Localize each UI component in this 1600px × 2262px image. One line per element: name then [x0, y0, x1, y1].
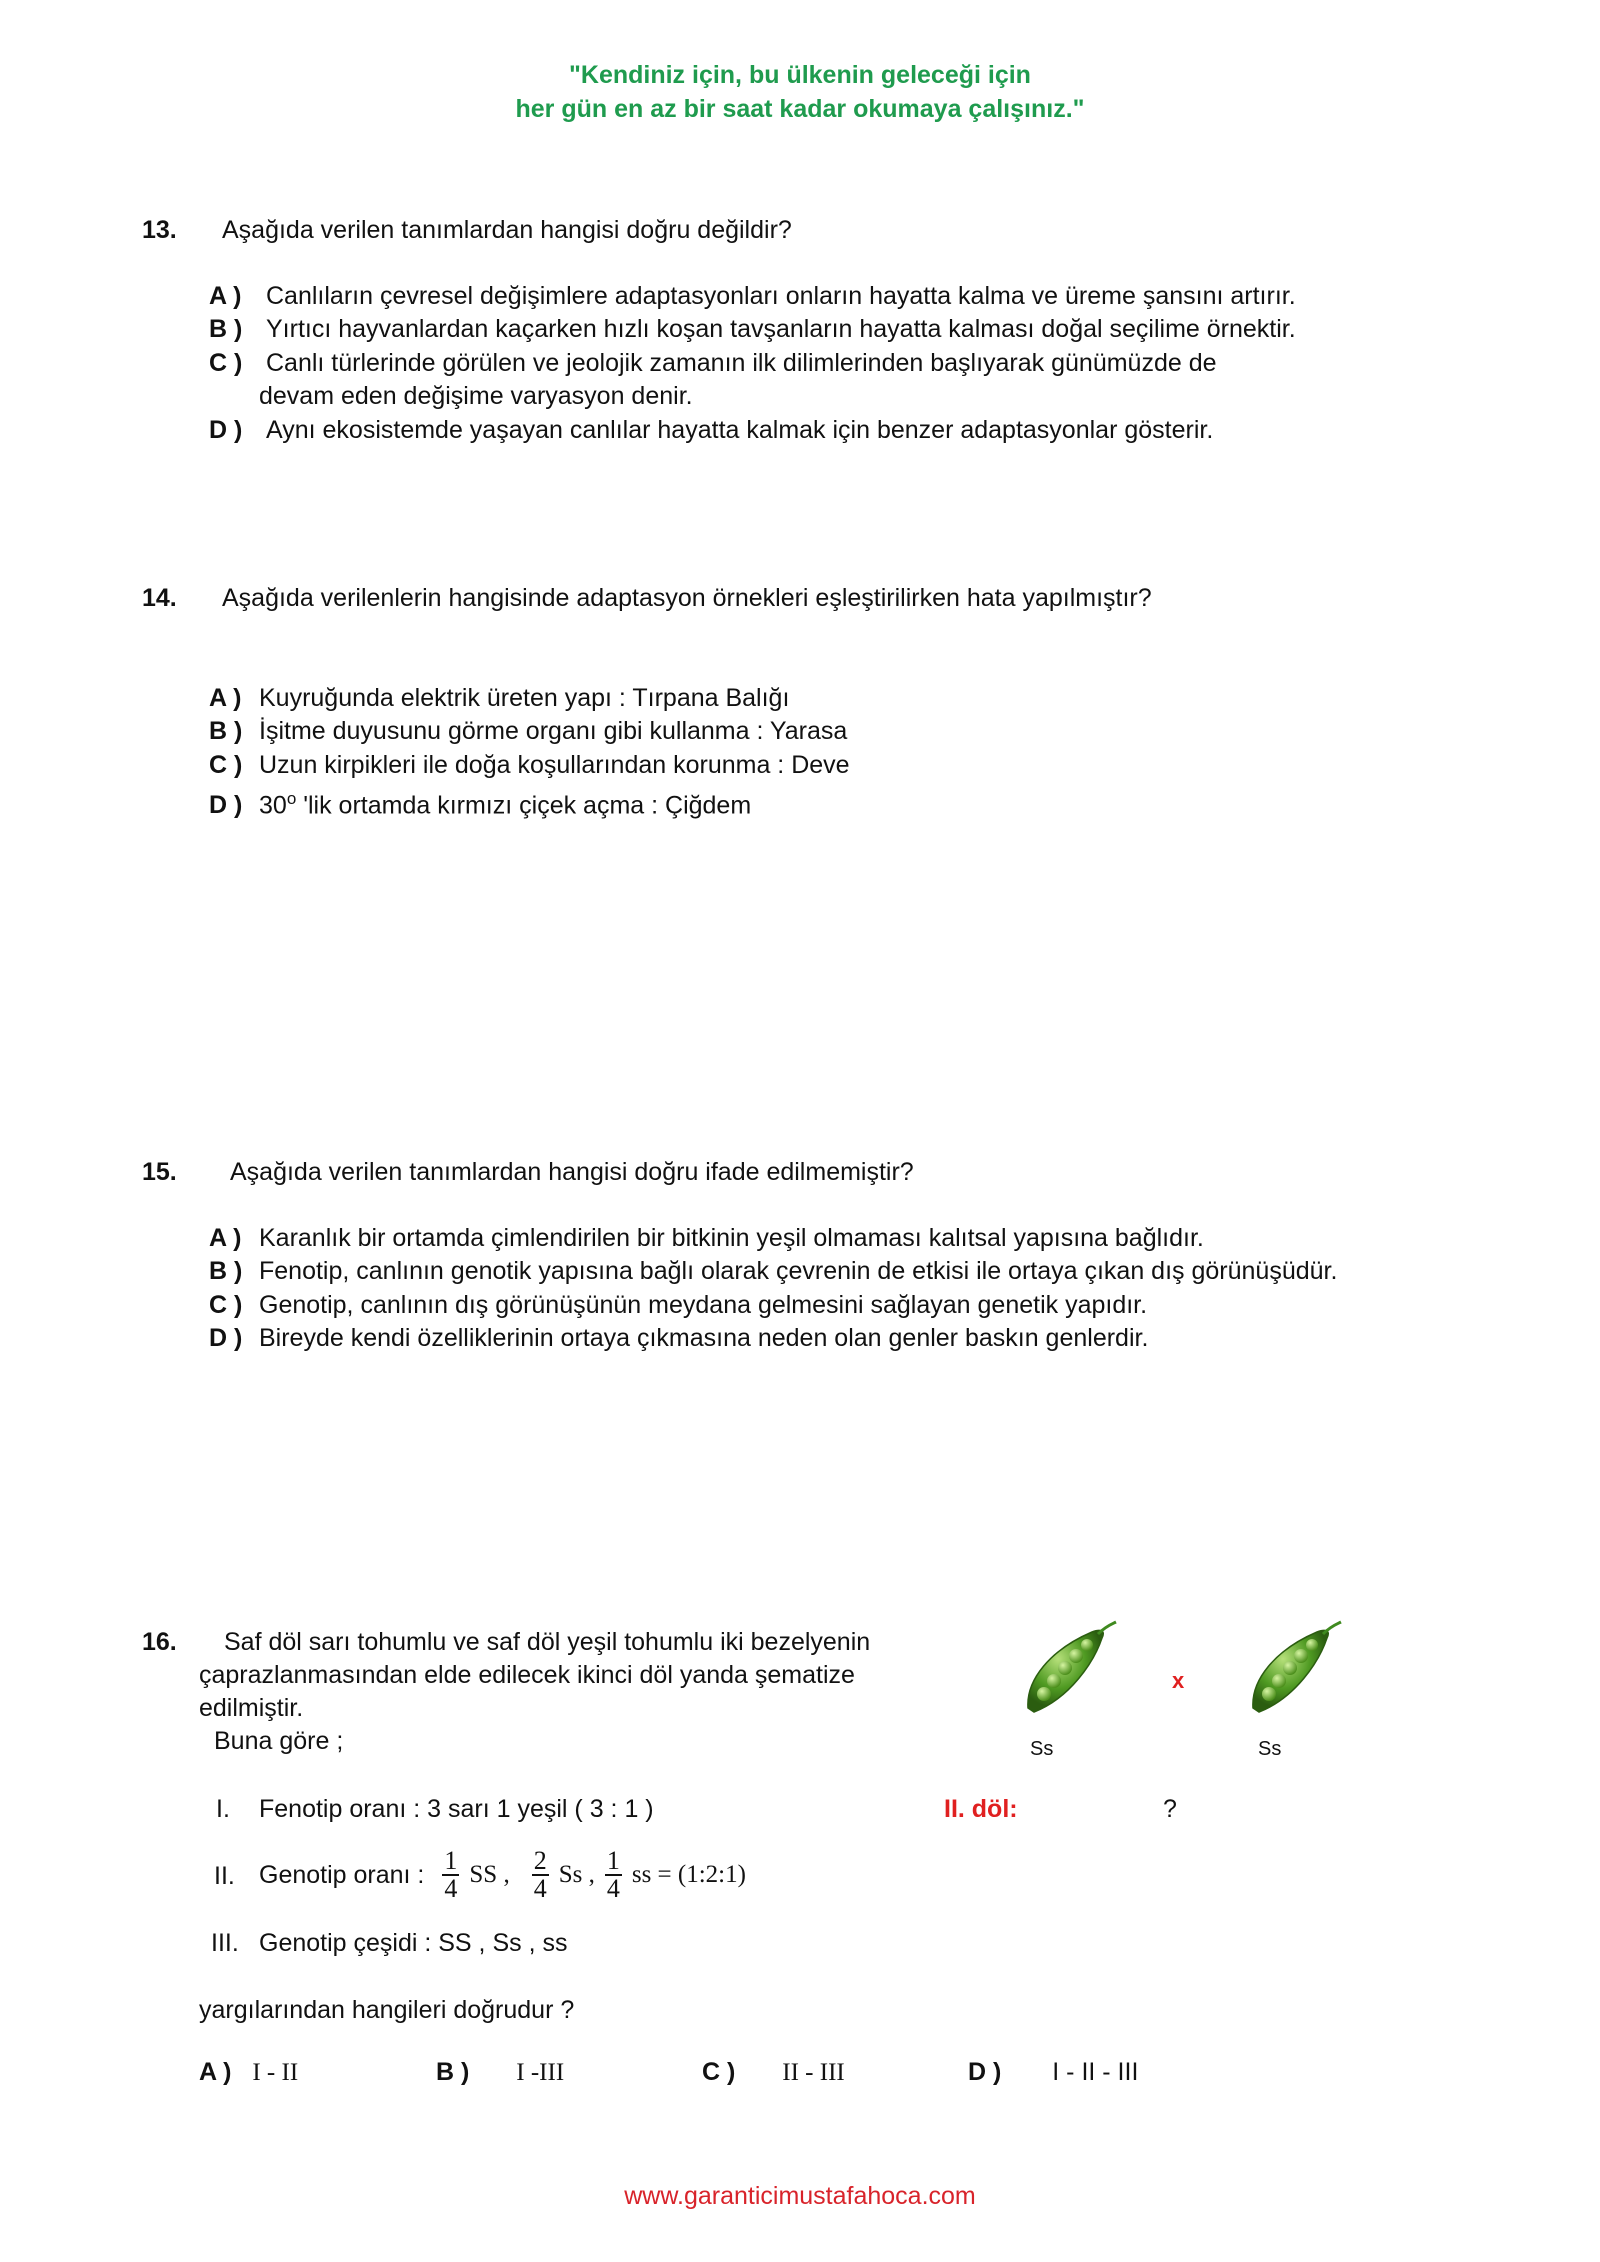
- answer-text: I - II - III: [1052, 2058, 1139, 2086]
- option-text: Uzun kirpikleri ile doğa koşullarından korunma : Deve: [259, 751, 850, 779]
- genotype-ss-dominant: SS ,: [469, 1861, 510, 1888]
- option-letter: C ): [209, 751, 243, 779]
- question-text: Aşağıda verilen tanımlardan hangisi doğru ifade edilmemiştir?: [230, 1158, 914, 1186]
- cross-symbol: x: [1172, 1668, 1185, 1693]
- option-text: Genotip, canlının dış görünüşünün meydana gelmesini sağlayan genetik yapıdır.: [259, 1291, 1148, 1319]
- pea-right-genotype: Ss: [1258, 1738, 1282, 1760]
- option-text: Karanlık bir ortamda çimlendirilen bir bitkinin yeşil olmaması kalıtsal yapısına bağlıdır.: [259, 1224, 1204, 1252]
- option-letter: D ): [209, 1324, 243, 1352]
- option-a: [209, 282, 1296, 311]
- offspring-value: ?: [1163, 1795, 1177, 1823]
- option-text: Fenotip, canlının genotik yapısına bağlı olarak çevrenin de etkisi ile ortaya çıkan dış görünüşüdür.: [259, 1257, 1338, 1285]
- option-text: Bireyde kendi özelliklerinin ortaya çıkmasına neden olan genler baskın genlerdir.: [259, 1324, 1149, 1352]
- statement-1: Fenotip oranı : 3 sarı 1 yeşil ( 3 : 1 ): [259, 1795, 654, 1823]
- option-letter: C ): [209, 1291, 243, 1319]
- option-a: [209, 1224, 1204, 1253]
- question-number: 15.: [142, 1158, 177, 1186]
- option-d: [209, 1324, 1148, 1353]
- pea-pod-right: [1245, 1620, 1345, 1720]
- question-line-4: Buna göre ;: [214, 1727, 344, 1755]
- answer-letter: C ): [702, 2058, 736, 2086]
- answer-text: II - III: [782, 2059, 845, 2086]
- option-text: 'lik ortamda kırmızı çiçek açma : Çiğdem: [296, 791, 752, 820]
- option-c-continued: devam eden değişime varyasyon denir.: [259, 382, 693, 410]
- option-text: Aynı ekosistemde yaşayan canlılar hayatta kalmak için benzer adaptasyonlar gösterir.: [266, 416, 1214, 444]
- option-c: [209, 1291, 1147, 1320]
- offspring-label: II. döl:: [944, 1795, 1018, 1823]
- statement-3-number: III.: [211, 1929, 239, 1957]
- answer-c: [702, 2058, 845, 2087]
- fraction-1: [442, 1848, 459, 1902]
- degree-superscript: o: [286, 789, 297, 808]
- option-text: Canlıların çevresel değişimlere adaptasyonları onların hayatta kalma ve üreme şansını artırır.: [266, 282, 1296, 310]
- genotype-ss-hetero: Ss ,: [558, 1861, 595, 1888]
- option-text: Yırtıcı hayvanlardan kaçarken hızlı koşan tavşanların hayatta kalması doğal seçilime örnektir.: [266, 315, 1296, 343]
- fraction-denominator: 4: [606, 1874, 620, 1903]
- option-letter: C ): [209, 349, 243, 377]
- question-line-2: çaprazlanmasından elde edilecek ikinci döl yanda şematize: [199, 1661, 855, 1689]
- option-letter: B ): [209, 1257, 243, 1285]
- option-text-prefix: 30: [259, 791, 287, 820]
- question-text: Aşağıda verilen tanımlardan hangisi doğru değildir?: [222, 216, 792, 244]
- question-line-1: Saf döl sarı tohumlu ve saf döl yeşil tohumlu iki bezelyenin: [224, 1628, 871, 1656]
- option-c: [209, 751, 850, 780]
- option-c: [209, 349, 1217, 378]
- option-a: [209, 684, 789, 713]
- option-letter: A ): [209, 1224, 242, 1252]
- answer-text: I - II: [252, 2059, 299, 2086]
- option-letter: A ): [209, 684, 242, 712]
- statement-2-prefix: Genotip oranı :: [259, 1860, 425, 1889]
- option-letter: D ): [209, 416, 243, 444]
- answer-letter: A ): [199, 2058, 232, 2086]
- fraction-numerator: 2: [533, 1846, 547, 1875]
- option-text: Kuyruğunda elektrik üreten yapı : Tırpana Balığı: [259, 684, 790, 712]
- option-d: [209, 416, 1213, 445]
- header-quote-line2: her gün en az bir saat kadar okumaya çalışınız.": [515, 95, 1085, 123]
- pea-left-genotype: Ss: [1030, 1738, 1054, 1760]
- pea-pod-icon: [1245, 1620, 1345, 1720]
- option-letter: A ): [209, 282, 242, 310]
- fraction-3: [605, 1848, 622, 1902]
- question-closing: yargılarından hangileri doğrudur ?: [199, 1996, 575, 2024]
- footer-website-link[interactable]: www.garanticimustafahoca.com: [624, 2182, 976, 2210]
- pea-pod-icon: [1020, 1620, 1120, 1720]
- question-text: Aşağıda verilenlerin hangisinde adaptasyon örnekleri eşleştirilirken hata yapılmıştır?: [222, 584, 1152, 612]
- fraction-denominator: 4: [533, 1874, 547, 1903]
- answer-text: I -III: [516, 2059, 565, 2086]
- header-quote-line1: "Kendiniz için, bu ülkenin geleceği için: [569, 61, 1031, 89]
- option-letter: B ): [209, 315, 243, 343]
- option-letter: B ): [209, 717, 243, 745]
- statement-1-number: I.: [216, 1795, 230, 1823]
- pea-pod-left: [1020, 1620, 1120, 1720]
- option-letter: D ): [209, 791, 243, 820]
- option-b: [209, 1257, 1337, 1286]
- option-b: [209, 315, 1296, 344]
- statement-2: [259, 1843, 746, 1907]
- fraction-numerator: 1: [606, 1846, 620, 1875]
- statement-3: Genotip çeşidi : SS , Ss , ss: [259, 1929, 568, 1957]
- fraction-numerator: 1: [444, 1846, 458, 1875]
- fraction-2: [532, 1848, 549, 1902]
- answer-d: [968, 2058, 1138, 2087]
- statement-2-number: II.: [214, 1862, 235, 1890]
- answer-b: [436, 2058, 564, 2087]
- answer-letter: D ): [968, 2058, 1002, 2086]
- option-b: [209, 717, 847, 746]
- question-number: 16.: [142, 1628, 177, 1656]
- question-number: 13.: [142, 216, 177, 244]
- option-text: İşitme duyusunu görme organı gibi kullanma : Yarasa: [259, 717, 848, 745]
- genotype-ss-recessive: ss = (1:2:1): [631, 1861, 746, 1888]
- option-d: [209, 789, 751, 820]
- answer-a: [199, 2058, 298, 2087]
- option-text: Canlı türlerinde görülen ve jeolojik zamanın ilk dilimlerinden başlıyarak günümüzde de: [266, 349, 1217, 377]
- answer-letter: B ): [436, 2058, 470, 2086]
- question-number: 14.: [142, 584, 177, 612]
- fraction-denominator: 4: [444, 1874, 458, 1903]
- question-line-3: edilmiştir.: [199, 1694, 304, 1722]
